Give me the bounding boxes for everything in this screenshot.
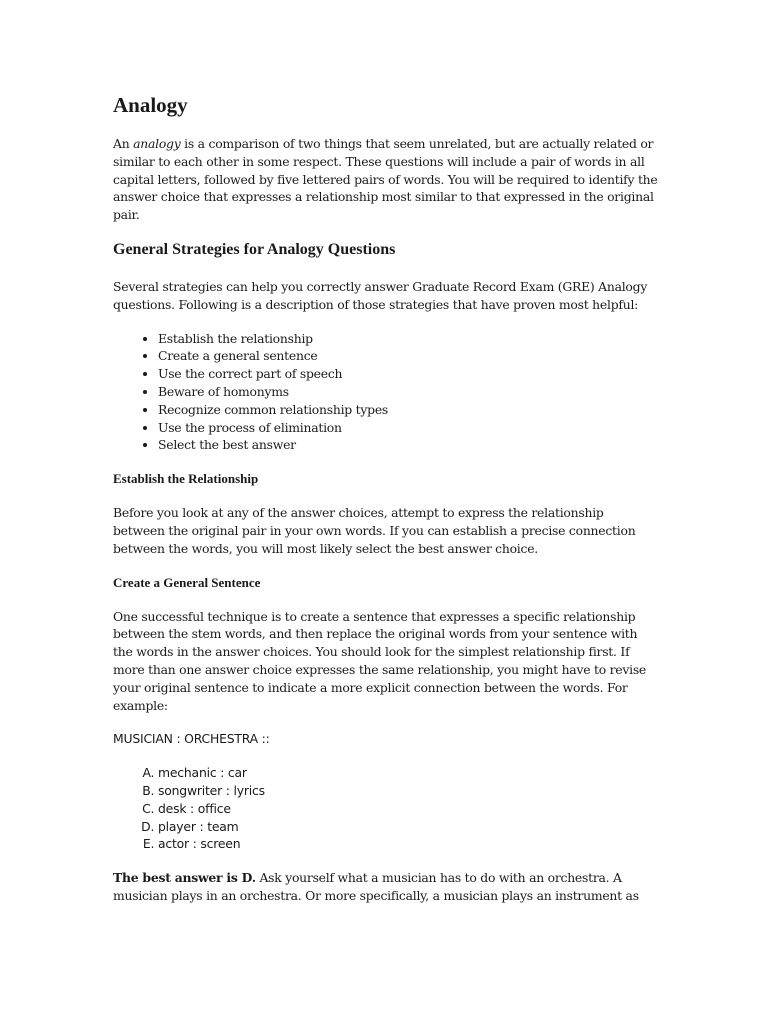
- strategies-paragraph: Several strategies can help you correctly answer Graduate Record Exam (GRE) Analogy questions. Following is a description of those strategies that have proven most helpful:: [113, 278, 648, 312]
- intro-paragraph: [113, 135, 658, 224]
- list-item: • Create a general sentence: [158, 347, 658, 365]
- answer-choice: C. desk : office: [158, 800, 658, 818]
- list-item: • Beware of homonyms: [158, 383, 658, 401]
- answer-choice: B. songwriter : lyrics: [158, 782, 658, 800]
- intro-emphasis: analogy: [133, 136, 181, 151]
- list-item: • Use the process of elimination: [158, 419, 658, 437]
- page-title: Analogy: [113, 93, 188, 117]
- sentence-paragraph: One successful technique is to create a sentence that expresses a specific relationship between the stem words, and then replace the original words from your sentence with the words in the answer choices. You should look for the simplest relationship first. If more than one answer choice expresses the same relationship, you might have to revise your original sentence to indicate a more explicit connection between the words. For example:: [113, 608, 647, 713]
- list-item: • Establish the relationship: [158, 330, 658, 348]
- answer-lead: The best answer is D.: [113, 870, 256, 886]
- establish-heading: Establish the Relationship: [113, 471, 259, 487]
- list-item: • Use the correct part of speech: [158, 365, 658, 383]
- answer-paragraph: [113, 869, 658, 905]
- strategies-heading: General Strategies for Analogy Questions: [113, 240, 396, 258]
- intro-prefix: An: [113, 136, 134, 151]
- establish-paragraph: Before you look at any of the answer choices, attempt to express the relationship between the original pair in your own words. If you can establish a precise connection between the words, you will most likely select the best answer choice.: [113, 505, 636, 556]
- answer-text: Ask yourself what a musician has to do with an orchestra. A musician plays in an orchestra. Or more specifically, a musician plays an instrument as: [113, 870, 639, 903]
- answer-choices-list: [113, 764, 658, 853]
- answer-choice: D. player : team: [158, 818, 658, 836]
- list-item: • Recognize common relationship types: [158, 401, 658, 419]
- strategies-list: [113, 330, 658, 455]
- example-stem: MUSICIAN : ORCHESTRA ::: [113, 731, 270, 747]
- sentence-heading: Create a General Sentence: [113, 574, 261, 590]
- document-page: [113, 92, 658, 921]
- intro-text: is a comparison of two things that seem unrelated, but are actually related or similar to each other in some respect. These questions will include a pair of words in all capital letters, followed by five lettered pairs of words. You will be required to identify the answer choice that expresses a relationship most similar to that expressed in the original pair.: [113, 136, 658, 223]
- answer-choice: A. mechanic : car: [158, 764, 658, 782]
- answer-choice: E. actor : screen: [158, 835, 658, 853]
- list-item: • Select the best answer: [158, 436, 658, 454]
